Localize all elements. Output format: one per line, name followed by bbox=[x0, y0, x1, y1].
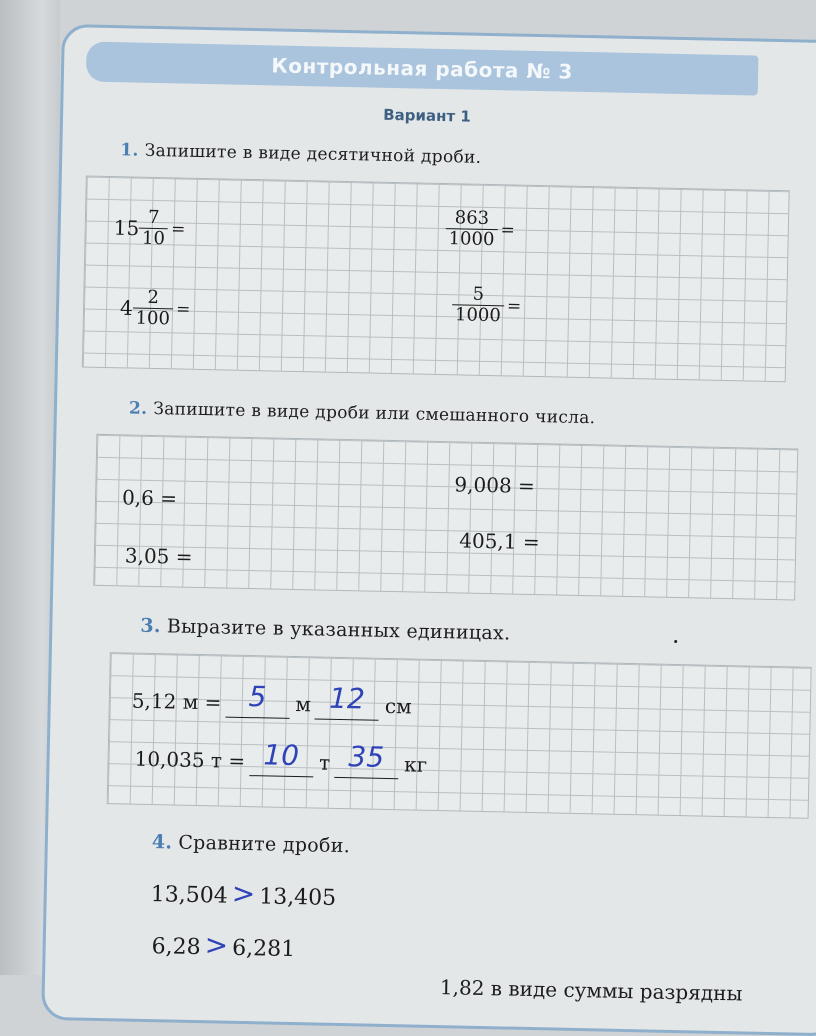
task-4-row-1 bbox=[151, 875, 337, 912]
task-3-row-2 bbox=[134, 740, 427, 780]
task-4-number: 4. bbox=[151, 831, 173, 854]
numerator: 863 bbox=[454, 207, 490, 229]
task-1-grid bbox=[82, 176, 790, 383]
task-4-text: Сравните дроби. bbox=[178, 831, 351, 858]
task-2-item-4: 405,1 = bbox=[459, 528, 540, 555]
task-2-item-2: 9,008 = bbox=[454, 472, 536, 499]
equals-sign: = bbox=[506, 295, 522, 317]
task-1-title bbox=[120, 140, 481, 168]
denominator: 1000 bbox=[445, 228, 497, 250]
fraction bbox=[445, 208, 498, 250]
unit-label: кг bbox=[403, 752, 428, 777]
task-3-title bbox=[140, 615, 510, 645]
worksheet bbox=[41, 24, 816, 1036]
task-1-item-4 bbox=[452, 284, 522, 326]
task-3-number: 3. bbox=[140, 614, 162, 638]
task-3-lhs: 5,12 м = bbox=[131, 688, 222, 715]
task-2-item-1: 0,6 = bbox=[121, 485, 178, 511]
whole-part: 4 bbox=[119, 295, 134, 321]
unit-label: м bbox=[295, 692, 312, 717]
compare-right: 6,281 bbox=[231, 935, 296, 963]
task-2-number: 2. bbox=[128, 398, 148, 419]
answer-blank bbox=[225, 680, 290, 719]
denominator: 10 bbox=[139, 228, 168, 250]
fraction bbox=[452, 284, 505, 326]
numerator: 5 bbox=[472, 283, 485, 305]
answer-blank bbox=[334, 740, 399, 779]
handwritten-answer: 35 bbox=[348, 740, 385, 774]
equals-sign: = bbox=[500, 219, 516, 241]
handwritten-sign: > bbox=[204, 928, 229, 962]
fraction bbox=[132, 288, 173, 330]
task-2-text: Запишите в виде дроби или смешанного числа. bbox=[153, 398, 596, 429]
fraction bbox=[139, 208, 169, 250]
compare-right: 13,405 bbox=[258, 884, 337, 911]
task-4-title bbox=[152, 831, 351, 857]
whole-part: 15 bbox=[113, 215, 140, 241]
task-1-text: Запишите в виде десятичной дроби. bbox=[144, 140, 482, 168]
answer-blank bbox=[315, 681, 380, 720]
task-3-row-1 bbox=[132, 682, 413, 722]
task-2-grid bbox=[93, 434, 798, 601]
variant-label: Вариант 1 bbox=[382, 105, 471, 126]
unit-label: т bbox=[318, 750, 331, 775]
compare-left: 6,28 bbox=[151, 934, 201, 961]
task-2-title bbox=[129, 398, 596, 428]
handwritten-answer: 5 bbox=[248, 680, 267, 714]
task-1-number: 1. bbox=[120, 140, 139, 161]
handwritten-answer: 12 bbox=[328, 681, 366, 716]
unit-label: см bbox=[384, 693, 412, 719]
denominator: 1000 bbox=[452, 304, 504, 326]
task-3-grid bbox=[107, 652, 812, 819]
compare-left: 13,504 bbox=[150, 882, 229, 909]
numerator: 7 bbox=[147, 206, 160, 229]
task-3-text: Выразите в указанных единицах. bbox=[166, 615, 511, 645]
task-4-row-2 bbox=[151, 927, 295, 963]
equals-sign: = bbox=[170, 218, 186, 240]
handwritten-sign: > bbox=[231, 876, 256, 911]
handwritten-answer: 10 bbox=[263, 738, 300, 773]
answer-blank bbox=[249, 738, 314, 777]
task-5-partial-text: 1,82 в виде суммы разрядны bbox=[439, 975, 743, 1006]
numerator: 2 bbox=[147, 286, 160, 309]
task-2-item-3: 3,05 = bbox=[124, 543, 193, 569]
task-3-lhs: 10,035 т = bbox=[134, 746, 246, 773]
worksheet-title: Контрольная работа № 3 bbox=[86, 42, 759, 96]
task-1-item-2 bbox=[445, 208, 515, 250]
ink-dot bbox=[674, 640, 677, 643]
task-1-item-3 bbox=[120, 287, 191, 329]
task-1-item-1 bbox=[113, 207, 185, 249]
equals-sign: = bbox=[175, 298, 191, 320]
denominator: 100 bbox=[132, 308, 173, 330]
